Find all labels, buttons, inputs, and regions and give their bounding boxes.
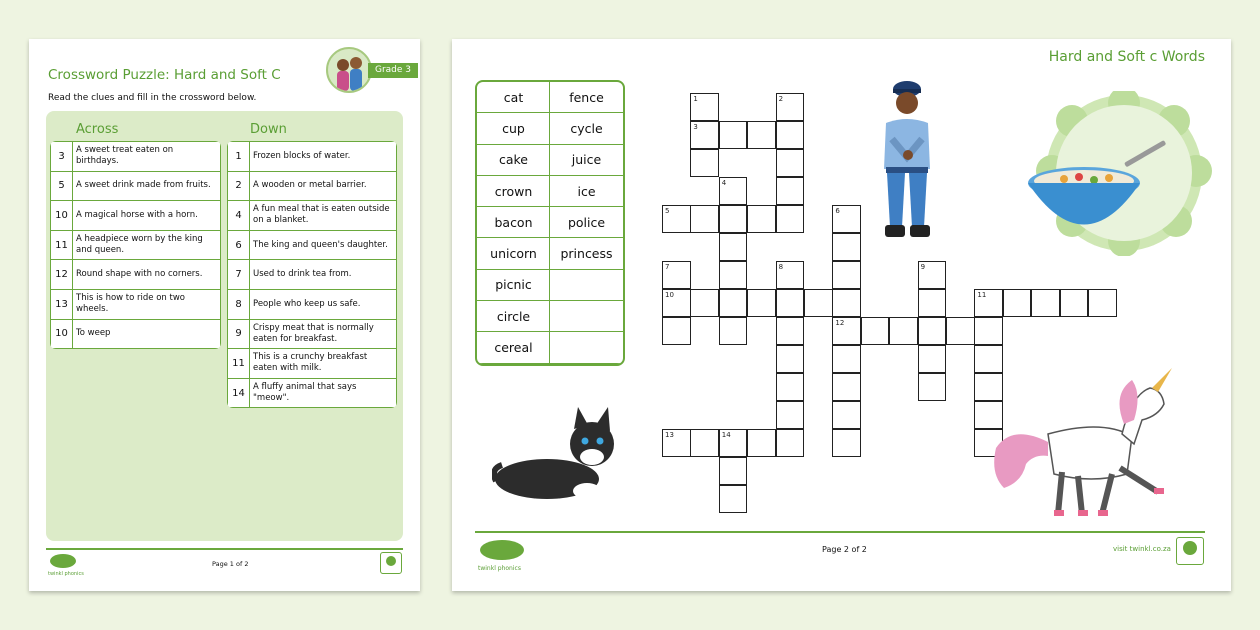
crossword-clue-number: 7 (665, 263, 670, 271)
clue-text: People who keep us safe. (253, 298, 361, 309)
crossword-cell[interactable] (918, 317, 947, 345)
clue-text: A fluffy animal that says "meow". (253, 382, 357, 404)
crossword-cell[interactable] (776, 401, 805, 429)
crossword-cell[interactable] (690, 289, 719, 317)
word-bank-left-column (477, 82, 550, 364)
clue-text: This is a crunchy breakfast eaten with milk. (253, 352, 368, 374)
clue-number: 3 (51, 142, 73, 171)
clue-number: 11 (228, 349, 250, 378)
word-bank-word: unicorn (477, 238, 550, 269)
crossword-clue-number: 6 (835, 207, 840, 215)
crossword-cell[interactable] (861, 317, 890, 345)
logo-text: twinkl phonics (48, 571, 84, 577)
crossword-cell[interactable] (719, 289, 748, 317)
crossword-cell[interactable] (832, 205, 861, 233)
cat-illustration (492, 399, 622, 513)
crossword-cell[interactable] (1060, 289, 1089, 317)
across-clue-row (50, 200, 221, 230)
crossword-cell[interactable] (776, 205, 805, 233)
crossword-cell[interactable] (747, 289, 776, 317)
crossword-clue-number: 2 (778, 95, 784, 103)
down-heading: Down (250, 122, 287, 137)
clue-number: 13 (51, 290, 73, 319)
word-bank-word: crown (477, 176, 550, 207)
crossword-cell[interactable] (832, 317, 861, 345)
worksheet-page-2 (452, 39, 1231, 591)
crossword-cell[interactable] (747, 121, 776, 149)
crossword-cell[interactable] (776, 121, 805, 149)
word-bank-word: cat (477, 82, 550, 113)
unicorn-illustration (982, 364, 1182, 528)
word-bank-word: bacon (477, 207, 550, 238)
word-bank-right-column (550, 82, 623, 364)
crossword-cell[interactable] (747, 205, 776, 233)
crossword-cell[interactable] (832, 429, 861, 457)
crossword-cell[interactable] (1031, 289, 1060, 317)
down-clue-row (227, 141, 397, 171)
down-clue-row (227, 259, 397, 289)
word-bank-empty-cell (550, 332, 623, 363)
clue-number: 14 (228, 379, 250, 408)
crossword-cell[interactable] (832, 345, 861, 373)
crossword-cell[interactable] (690, 121, 719, 149)
clue-text: Round shape with no corners. (76, 269, 203, 280)
crossword-cell[interactable] (832, 289, 861, 317)
word-bank-empty-cell (550, 270, 623, 301)
crossword-cell[interactable] (747, 429, 776, 457)
crossword-cell[interactable] (662, 261, 691, 289)
clue-text: A wooden or metal barrier. (253, 180, 367, 191)
across-clue-row (50, 171, 221, 201)
crossword-cell[interactable] (776, 345, 805, 373)
crossword-cell[interactable] (776, 149, 805, 177)
crossword-cell[interactable] (776, 261, 805, 289)
clue-text: A fun meal that is eaten outside on a blanket. (253, 204, 390, 226)
crossword-cell[interactable] (719, 233, 748, 261)
instructions: Read the clues and fill in the crossword below. (48, 93, 257, 103)
down-clue-row (227, 378, 397, 409)
page-title: Crossword Puzzle: Hard and Soft C (48, 67, 281, 83)
word-bank-word: cycle (550, 113, 623, 144)
crossword-cell[interactable] (918, 373, 947, 401)
crossword-cell[interactable] (918, 345, 947, 373)
down-clue-row (227, 348, 397, 378)
clue-number: 12 (51, 260, 73, 289)
clue-text: Used to drink tea from. (253, 269, 352, 280)
crossword-cell[interactable] (662, 317, 691, 345)
word-bank-word: ice (550, 176, 623, 207)
word-bank-word: picnic (477, 270, 550, 301)
crossword-cell[interactable] (690, 205, 719, 233)
website-link[interactable]: visit twinkl.co.za (1113, 545, 1171, 553)
crossword-clue-number: 8 (778, 263, 784, 271)
clue-number: 10 (51, 320, 73, 349)
crossword-cell[interactable] (719, 261, 748, 289)
word-bank-empty-cell (550, 301, 623, 332)
crossword-cell[interactable] (719, 429, 748, 457)
clue-text: A sweet drink made from fruits. (76, 180, 211, 191)
across-clue-row (50, 230, 221, 260)
clue-text: A headpiece worn by the king and queen. (76, 234, 203, 256)
word-bank-word: police (550, 207, 623, 238)
clue-text: A sweet treat eaten on birthdays. (76, 145, 174, 167)
clue-text: The king and queen's daughter. (253, 239, 388, 250)
clue-number: 7 (228, 260, 250, 289)
twinkl-phonics-logo (48, 553, 84, 577)
crossword-cell[interactable] (719, 205, 748, 233)
crossword-clue-number: 9 (920, 263, 926, 271)
across-clue-row (50, 319, 221, 350)
crossword-cell[interactable] (662, 429, 691, 457)
crossword-cell[interactable] (662, 205, 691, 233)
crossword-clue-number: 11 (977, 291, 987, 299)
word-bank-word: fence (550, 82, 623, 113)
crossword-clue-number: 3 (693, 123, 698, 131)
crossword-cell[interactable] (918, 289, 947, 317)
down-clue-row (227, 171, 397, 201)
crossword-cell[interactable] (776, 373, 805, 401)
cereal-bowl-illustration (1024, 91, 1219, 260)
quality-badge-icon (1176, 537, 1204, 565)
down-clue-row (227, 289, 397, 319)
word-bank-word: circle (477, 301, 550, 332)
grade-badge: Grade 3 (368, 63, 418, 78)
word-bank-word: cake (477, 145, 550, 176)
crossword-clue-number: 4 (721, 179, 727, 187)
crossword-cell[interactable] (776, 317, 805, 345)
clue-number: 11 (51, 231, 73, 260)
clue-number: 9 (228, 320, 250, 349)
word-bank-word: juice (550, 145, 623, 176)
crossword-clue-number: 13 (665, 431, 674, 439)
crossword-cell[interactable] (832, 261, 861, 289)
clue-text: Crispy meat that is normally eaten for breakfast. (253, 322, 374, 344)
clue-number: 2 (228, 172, 250, 201)
crossword-cell[interactable] (662, 289, 691, 317)
page-title: Hard and Soft c Words (1048, 49, 1205, 65)
crossword-cell[interactable] (946, 317, 975, 345)
clue-number: 4 (228, 201, 250, 230)
clue-text: To weep (76, 328, 111, 339)
down-clue-row (227, 230, 397, 260)
word-bank (475, 80, 625, 366)
police-officer-illustration (872, 79, 942, 253)
crossword-cell[interactable] (804, 289, 833, 317)
crossword-cell[interactable] (776, 93, 805, 121)
clue-number: 6 (228, 231, 250, 260)
quality-badge-icon (380, 552, 402, 574)
crossword-cell[interactable] (690, 149, 719, 177)
logo-text: twinkl phonics (478, 565, 521, 572)
page-number: Page 2 of 2 (822, 545, 867, 554)
crossword-clue-number: 5 (665, 207, 670, 215)
crossword-cell[interactable] (889, 317, 918, 345)
crossword-cell[interactable] (719, 317, 748, 345)
page-number: Page 1 of 2 (212, 560, 249, 568)
crossword-cell[interactable] (832, 401, 861, 429)
crossword-cell[interactable] (719, 177, 748, 205)
down-clues (227, 141, 397, 408)
crossword-cell[interactable] (690, 429, 719, 457)
crossword-clue-number: 14 (721, 431, 731, 439)
twinkl-phonics-logo (478, 539, 526, 572)
across-heading: Across (76, 122, 119, 137)
down-clue-row (227, 200, 397, 230)
clue-number: 1 (228, 142, 250, 171)
crossword-clue-number: 1 (693, 95, 698, 103)
word-bank-word: cereal (477, 332, 550, 363)
clue-text: A magical horse with a horn. (76, 209, 198, 220)
crossword-cell[interactable] (776, 177, 805, 205)
clue-number: 10 (51, 201, 73, 230)
crossword-cell[interactable] (719, 121, 748, 149)
worksheet-page-1 (29, 39, 420, 591)
crossword-cell[interactable] (719, 457, 748, 485)
crossword-clue-number: 12 (835, 319, 845, 327)
crossword-cell[interactable] (832, 373, 861, 401)
crossword-clue-number: 10 (665, 291, 674, 299)
crossword-cell[interactable] (1088, 289, 1117, 317)
crossword-cell[interactable] (974, 289, 1003, 317)
footer-divider (475, 531, 1205, 533)
crossword-cell[interactable] (974, 317, 1003, 345)
across-clue-row (50, 259, 221, 289)
crossword-cell[interactable] (1003, 289, 1032, 317)
down-clue-row (227, 319, 397, 349)
across-clue-row (50, 141, 221, 171)
crossword-cell[interactable] (719, 485, 748, 513)
crossword-cell[interactable] (832, 233, 861, 261)
clue-text: This is how to ride on two wheels. (76, 293, 185, 315)
crossword-cell[interactable] (690, 93, 719, 121)
crossword-cell[interactable] (918, 261, 947, 289)
clue-number: 8 (228, 290, 250, 319)
children-illustration (326, 47, 372, 93)
across-clue-row (50, 289, 221, 319)
across-clues (50, 141, 221, 349)
footer-divider (46, 548, 403, 550)
clue-text: Frozen blocks of water. (253, 150, 351, 161)
crossword-cell[interactable] (776, 429, 805, 457)
word-bank-word: cup (477, 113, 550, 144)
clue-number: 5 (51, 172, 73, 201)
crossword-cell[interactable] (776, 289, 805, 317)
word-bank-word: princess (550, 238, 623, 269)
